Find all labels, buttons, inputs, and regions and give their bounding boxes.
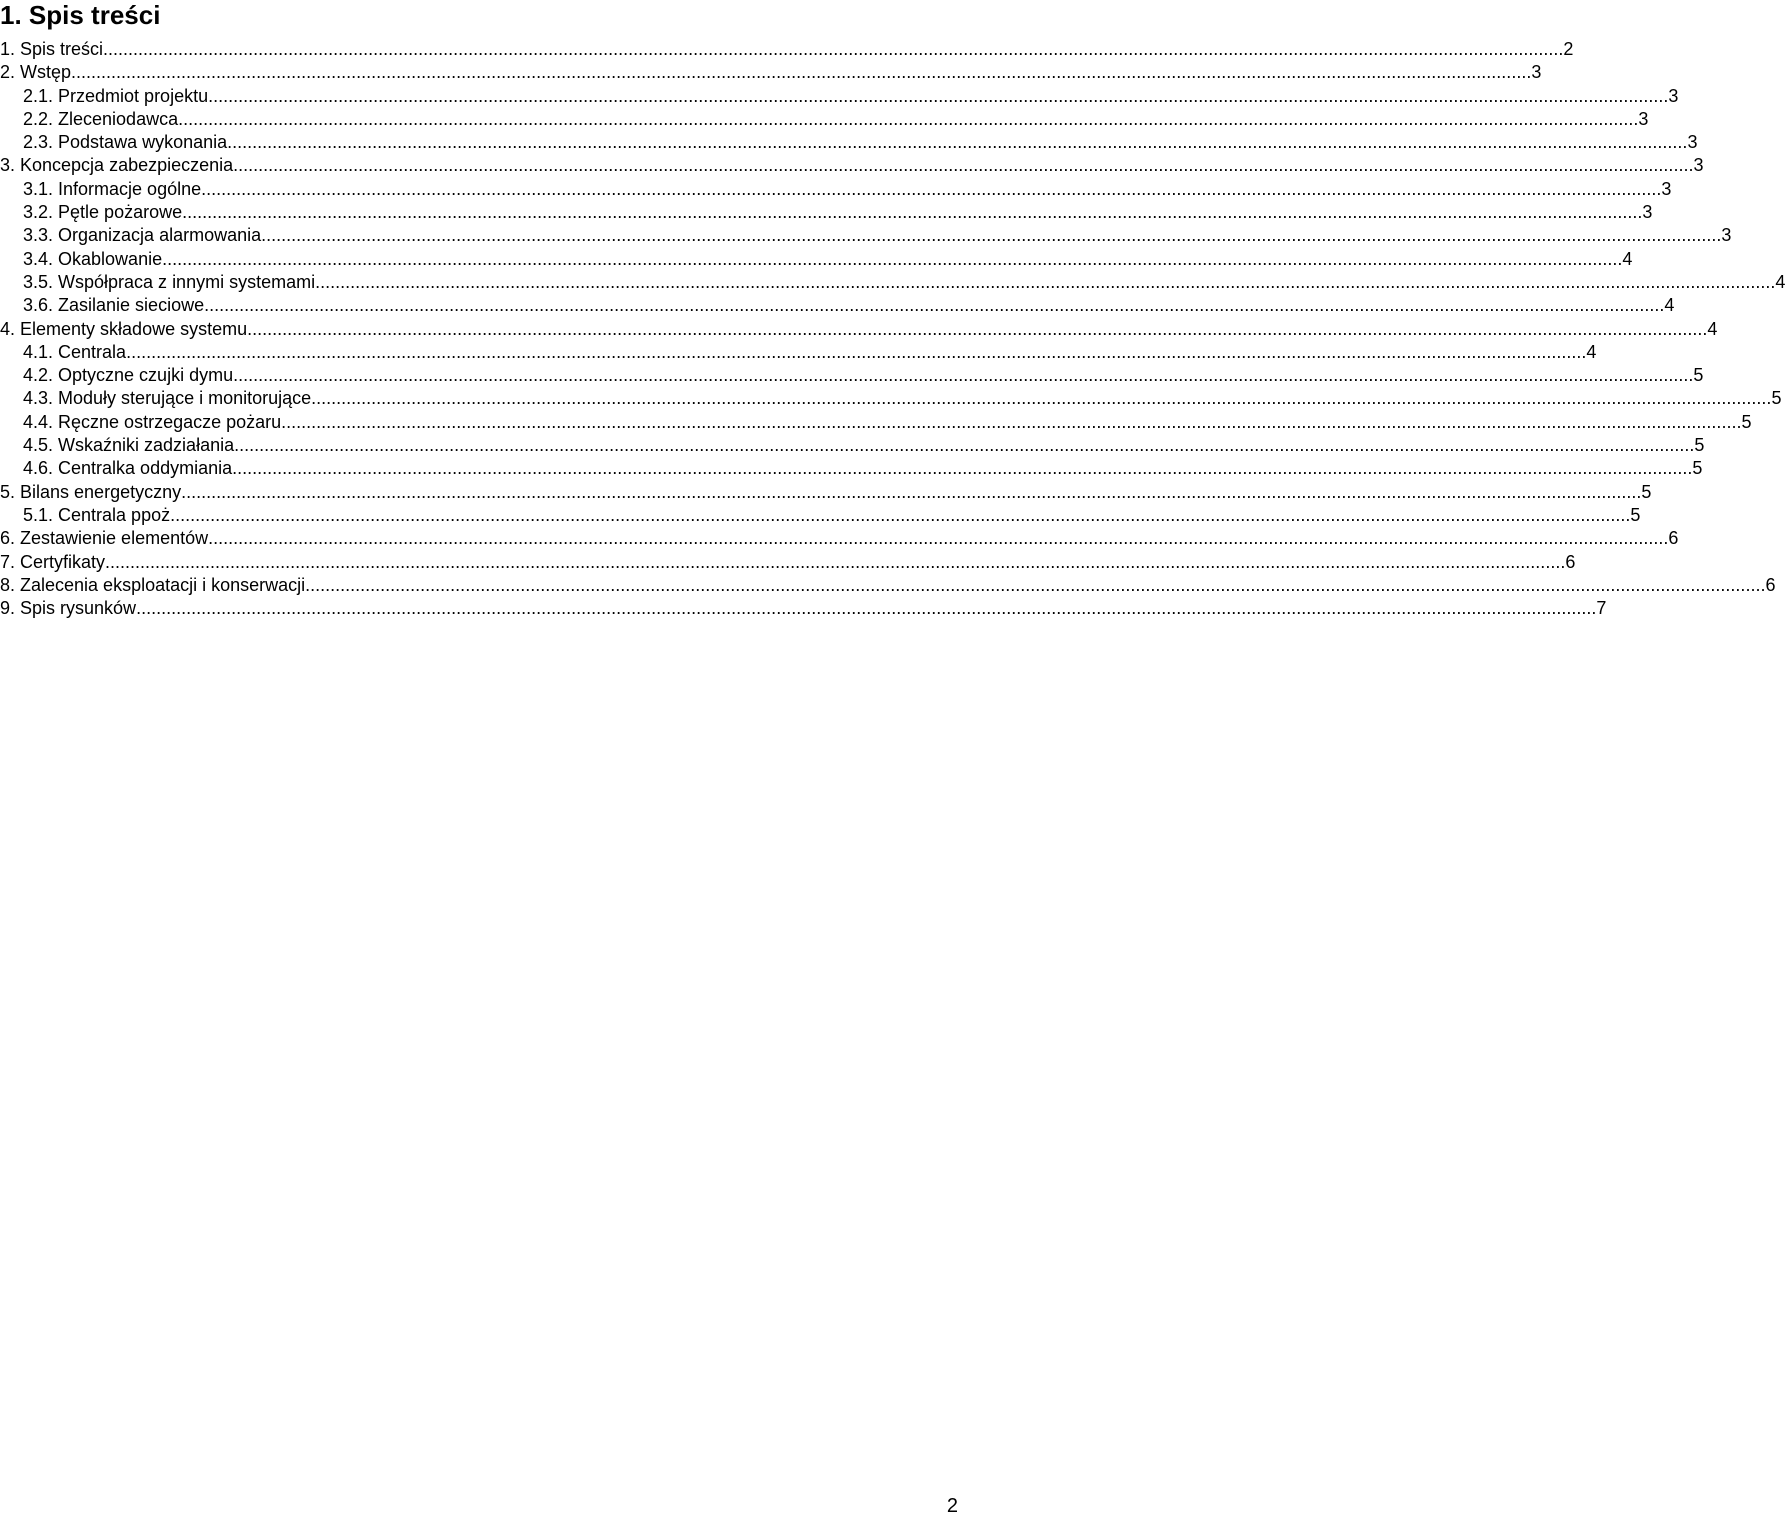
toc-entry[interactable] (0, 574, 1776, 597)
toc-dot-leader (281, 411, 1741, 434)
toc-entry-label: 5.1. Centrala ppoż (23, 504, 171, 525)
toc-entry-page: 5 (1692, 458, 1703, 479)
toc-entry-label: 4.6. Centralka oddymiania (23, 458, 233, 479)
toc-entry-page: 4 (1775, 271, 1785, 292)
toc-dot-leader (234, 434, 1694, 457)
toc-entry-label: 4.3. Moduły sterujące i monitorujące (23, 388, 312, 409)
toc-dot-leader (136, 597, 1596, 620)
toc-entry-page: 5 (1630, 504, 1641, 525)
toc-entry[interactable] (0, 318, 1718, 341)
toc-entry-label: 4. Elementy składowe systemu (0, 318, 248, 339)
toc-entry[interactable] (0, 434, 1705, 457)
toc-dot-leader (181, 481, 1641, 504)
toc-entry-label: 3.2. Pętle pożarowe (23, 202, 183, 223)
toc-entry[interactable] (0, 387, 1782, 410)
toc-dot-leader (232, 457, 1692, 480)
toc-entry-label: 4.4. Ręczne ostrzegacze pożaru (23, 411, 282, 432)
toc-dot-leader (227, 131, 1687, 154)
toc-entry-page: 6 (1765, 574, 1776, 595)
toc-entry-page: 4 (1664, 295, 1675, 316)
toc-entry[interactable] (0, 61, 1542, 84)
toc-entry[interactable] (0, 178, 1672, 201)
toc-entry[interactable] (0, 504, 1641, 527)
toc-entry-label: 2. Wstęp (0, 62, 72, 83)
toc-entry[interactable] (0, 411, 1752, 434)
toc-dot-leader (71, 61, 1531, 84)
toc-entry-page: 7 (1596, 598, 1607, 619)
toc-entry-label: 2.3. Podstawa wykonania (23, 132, 228, 153)
toc-entry-label: 3. Koncepcja zabezpieczenia (0, 155, 234, 176)
toc-entry[interactable] (0, 551, 1576, 574)
toc-dot-leader (178, 108, 1638, 131)
toc-entry[interactable] (0, 294, 1675, 317)
toc-entry[interactable] (0, 154, 1704, 177)
toc-entry-page: 3 (1721, 225, 1732, 246)
toc-entry-page: 5 (1641, 481, 1652, 502)
toc-dot-leader (261, 224, 1721, 247)
toc-entry-label: 4.5. Wskaźniki zadziałania (23, 435, 235, 456)
toc-entry-label: 9. Spis rysunków (0, 598, 137, 619)
toc-entry-page: 6 (1565, 551, 1576, 572)
toc-entry-label: 3.6. Zasilanie sieciowe (23, 295, 205, 316)
toc-entry-page: 3 (1638, 108, 1649, 129)
toc-entry-label: 5. Bilans energetyczny (0, 481, 182, 502)
toc-entry[interactable] (0, 38, 1574, 61)
page-title: 1. Spis treści (0, 0, 161, 30)
toc-entry-page: 4 (1707, 318, 1718, 339)
toc-entry-label: 6. Zestawienie elementów (0, 528, 209, 549)
toc-entry-page: 3 (1687, 132, 1698, 153)
toc-entry-page: 3 (1531, 62, 1542, 83)
toc-entry-label: 1. Spis treści (0, 39, 104, 59)
toc-entry[interactable] (0, 341, 1597, 364)
toc-entry-label: 2.1. Przedmiot projektu (23, 85, 209, 106)
toc-entry-label: 3.4. Okablowanie (23, 248, 163, 269)
toc-entry[interactable] (0, 597, 1607, 620)
toc-entry-label: 4.2. Optyczne czujki dymu (23, 365, 234, 386)
toc-entry[interactable] (0, 481, 1652, 504)
toc-entry-page: 5 (1741, 411, 1752, 432)
toc-entry-page: 5 (1771, 388, 1782, 409)
toc-dot-leader (315, 271, 1775, 294)
toc-entry-label: 2.2. Zleceniodawca (23, 108, 179, 129)
toc-entry-page: 4 (1622, 248, 1633, 269)
toc-dot-leader (305, 574, 1765, 597)
toc-entry[interactable] (0, 108, 1649, 131)
toc-entry-page: 3 (1661, 178, 1672, 199)
toc-entry-page: 5 (1693, 365, 1704, 386)
page-number: 2 (946, 1495, 958, 1517)
toc-entry-label: 4.1. Centrala (23, 341, 127, 362)
toc-entry-page: 3 (1693, 155, 1704, 176)
toc-dot-leader (233, 154, 1693, 177)
toc-dot-leader (247, 318, 1707, 341)
toc-entry-page: 6 (1668, 528, 1679, 549)
toc-entry[interactable] (0, 85, 1679, 108)
toc-dot-leader (126, 341, 1586, 364)
toc-entry[interactable] (0, 248, 1633, 271)
toc-dot-leader (201, 178, 1661, 201)
toc-entry-label: 7. Certyfikaty (0, 551, 106, 572)
toc-entry[interactable] (0, 271, 1785, 294)
toc-entry-label: 3.5. Współpraca z innymi systemami (23, 271, 316, 292)
toc-entry[interactable] (0, 131, 1698, 154)
toc-entry-page: 3 (1668, 85, 1679, 106)
toc-entry-label: 8. Zalecenia eksploatacji i konserwacji (0, 574, 306, 595)
toc-entry-page: 5 (1694, 435, 1705, 456)
table-of-contents (0, 38, 1785, 620)
toc-entry[interactable] (0, 224, 1732, 247)
toc-entry[interactable] (0, 364, 1704, 387)
toc-entry-page: 4 (1586, 341, 1597, 362)
toc-dot-leader (208, 527, 1668, 550)
toc-entry[interactable] (0, 201, 1653, 224)
toc-entry-label: 3.1. Informacje ogólne (23, 178, 202, 199)
toc-dot-leader (170, 504, 1630, 527)
toc-dot-leader (182, 201, 1642, 224)
toc-entry-page: 2 (1563, 39, 1574, 59)
toc-dot-leader (311, 387, 1771, 410)
toc-dot-leader (208, 85, 1668, 108)
toc-entry[interactable] (0, 457, 1703, 480)
toc-dot-leader (233, 364, 1693, 387)
toc-dot-leader (204, 294, 1664, 317)
toc-entry-label: 3.3. Organizacja alarmowania (23, 225, 262, 246)
toc-dot-leader (105, 551, 1565, 574)
toc-dot-leader (103, 38, 1563, 61)
toc-dot-leader (162, 248, 1622, 271)
toc-entry[interactable] (0, 527, 1679, 550)
toc-entry-page: 3 (1642, 202, 1653, 223)
